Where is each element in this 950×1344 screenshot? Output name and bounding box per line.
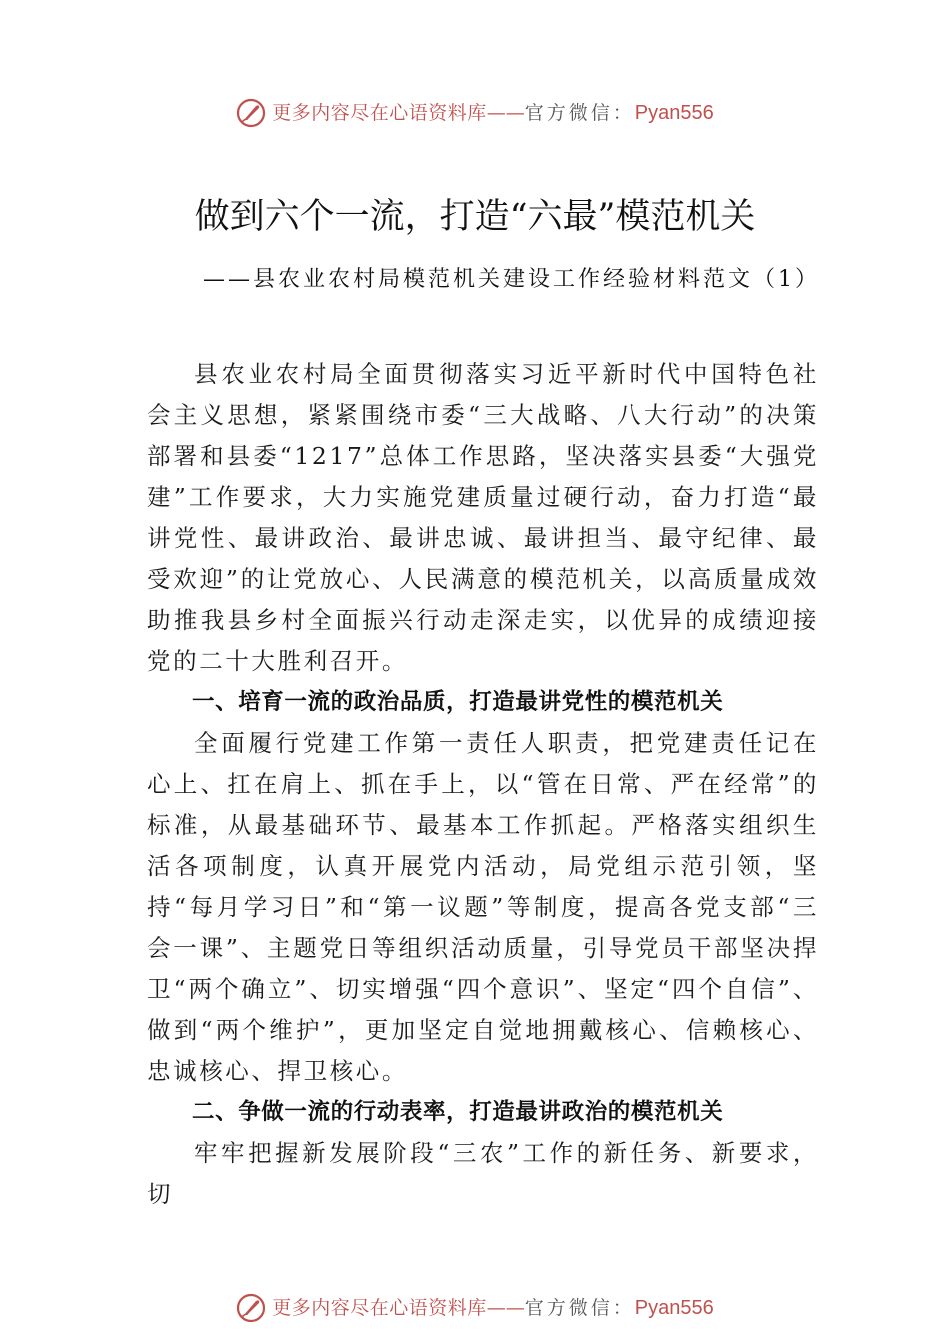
quill-pen-logo-icon — [236, 98, 266, 128]
quill-pen-logo-icon — [236, 1293, 266, 1323]
watermark-dash: —— — [486, 102, 525, 124]
watermark-wechat-id: Pyan556 — [634, 1297, 714, 1319]
watermark-dash: —— — [486, 1297, 525, 1319]
document-subtitle: ——县农业农村局模范机关建设工作经验材料范文（1） — [203, 267, 820, 292]
document-title: 做到六个一流，打造“六最”模范机关 — [194, 197, 756, 237]
watermark-header — [0, 98, 950, 128]
section-paragraph-1: 全面履行党建工作第一责任人职责，把党建责任记在心上、扛在肩上、抓在手上，以“管在日常、严在经常”的标准，从最基础环节、最基本工作抓起。严格落实组织生活各项制度，认真开展党内活动，局党组示范引领，坚持“每月学习日”和“第一议题”等制度，提高各党支部“三会一课”、主题党日等组织活动质量，引导党员干部坚决捍卫“两个确立”、切实增强“四个意识”、坚定“四个自信”、做到“两个维护”，更加坚定自觉地拥戴核心、信赖核心、忠诚核心、捍卫核心。 — [147, 729, 819, 1085]
section-heading-2: 二、争做一流的行动表率，打造最讲政治的模范机关 — [192, 1099, 724, 1125]
watermark-wechat-id: Pyan556 — [634, 102, 714, 124]
document-body — [147, 354, 819, 1215]
watermark-wechat-label: 官方微信： — [524, 1297, 635, 1319]
watermark-brand: 更多内容尽在心语资料库 — [272, 1297, 487, 1319]
watermark-brand: 更多内容尽在心语资料库 — [272, 102, 487, 124]
section-heading-1: 一、培育一流的政治品质，打造最讲党性的模范机关 — [192, 689, 724, 715]
watermark-footer — [0, 1293, 950, 1323]
watermark-wechat-label: 官方微信： — [524, 102, 635, 124]
section-paragraph-2: 牢牢把握新发展阶段“三农”工作的新任务、新要求，切 — [147, 1139, 819, 1208]
intro-paragraph: 县农业农村局全面贯彻落实习近平新时代中国特色社会主义思想，紧紧围绕市委“三大战略、八大行动”的决策部署和县委“1217”总体工作思路，坚决落实县委“大强党建”工作要求，大力实施党建质量过硬行动，奋力打造“最讲党性、最讲政治、最讲忠诚、最讲担当、最守纪律、最受欢迎”的让党放心、人民满意的模范机关，以高质量成效助推我县乡村全面振兴行动走深走实，以优异的成绩迎接党的二十大胜利召开。 — [147, 360, 819, 675]
